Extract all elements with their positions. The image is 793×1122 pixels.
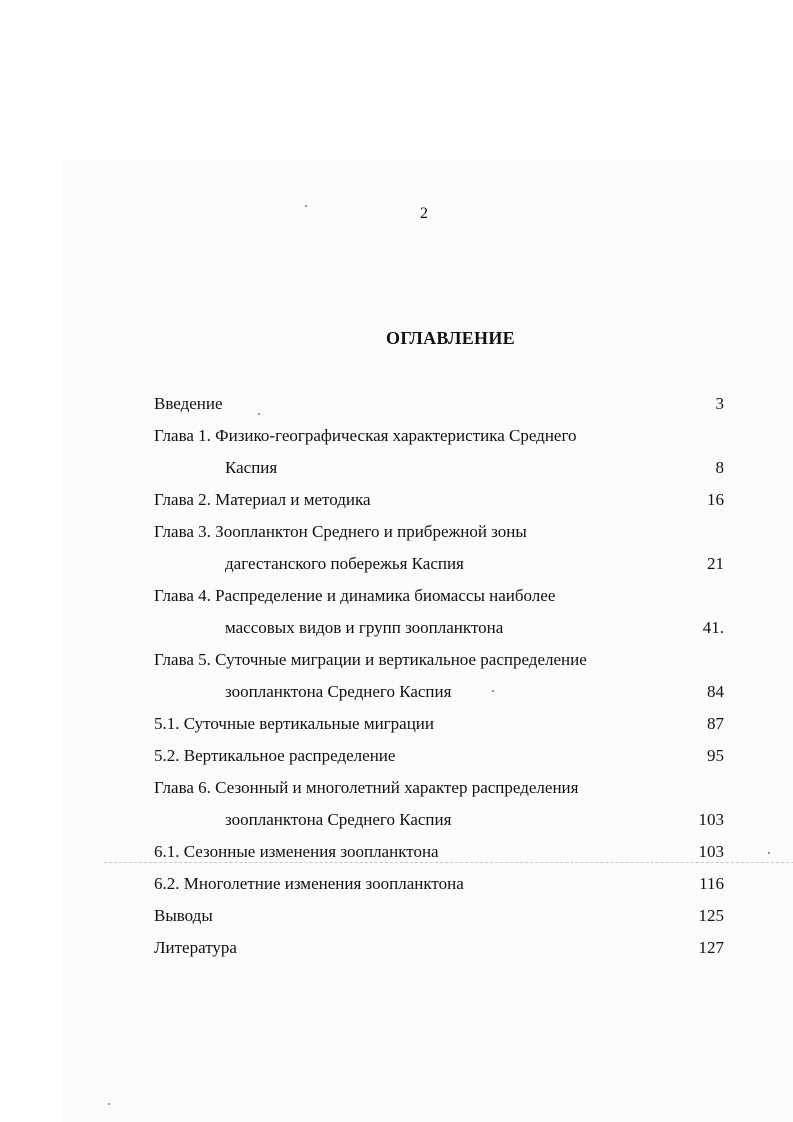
- toc-entry-text: Глава 1. Физико-географическая характеристика Среднего: [154, 426, 577, 445]
- toc-entry-page: 95: [707, 746, 724, 765]
- toc-title: ОГЛАВЛЕНИЕ: [386, 328, 515, 348]
- toc-entry-text: 5.2. Вертикальное распределение: [154, 746, 396, 765]
- toc-entry-page: 103: [698, 810, 724, 829]
- toc-entry: [154, 486, 724, 518]
- toc-entry-text: Глава 5. Суточные миграции и вертикальное распределение: [154, 650, 587, 669]
- toc-entry: [154, 710, 724, 742]
- toc-entry: [154, 902, 724, 934]
- toc-entry: [154, 774, 724, 806]
- toc-entry-text: дагестанского побережья Каспия: [225, 554, 464, 573]
- scan-artifact-line: [104, 862, 793, 863]
- table-of-contents: [154, 390, 724, 966]
- toc-entry-page: 21: [707, 554, 724, 573]
- toc-entry: [154, 390, 724, 422]
- toc-entry: [154, 806, 724, 838]
- toc-entry-text: зоопланктона Среднего Каспия: [225, 682, 452, 701]
- toc-entry: [154, 614, 724, 646]
- scan-speck: [108, 1103, 110, 1105]
- toc-entry-text: Глава 2. Материал и методика: [154, 490, 371, 509]
- toc-entry: [154, 550, 724, 582]
- toc-entry-text: 6.1. Сезонные изменения зоопланктона: [154, 842, 439, 861]
- toc-entry-text: Глава 3. Зоопланктон Среднего и прибрежной зоны: [154, 522, 527, 541]
- toc-entry: [154, 742, 724, 774]
- scan-speck: [492, 690, 494, 692]
- toc-entry-text: 6.2. Многолетние изменения зоопланктона: [154, 874, 464, 893]
- toc-entry: [154, 678, 724, 710]
- toc-entry-text: Каспия: [225, 458, 278, 477]
- toc-entry-text: 5.1. Суточные вертикальные миграции: [154, 714, 434, 733]
- toc-entry: [154, 934, 724, 966]
- toc-entry: [154, 454, 724, 486]
- toc-entry-text: зоопланктона Среднего Каспия: [225, 810, 452, 829]
- scan-speck: [258, 413, 260, 415]
- toc-entry: [154, 582, 724, 614]
- toc-entry: [154, 422, 724, 454]
- toc-entry-page: 103: [698, 842, 724, 861]
- page-number: 2: [420, 205, 428, 222]
- toc-entry-page: 41.: [702, 618, 724, 637]
- toc-entry: [154, 838, 724, 870]
- scan-speck: [305, 205, 307, 207]
- toc-entry: [154, 870, 724, 902]
- toc-entry-text: Глава 4. Распределение и динамика биомассы наиболее: [154, 586, 556, 605]
- toc-entry-page: 125: [698, 906, 724, 925]
- toc-entry-text: Введение: [154, 394, 223, 413]
- toc-entry-page: 84: [707, 682, 724, 701]
- toc-entry-page: 3: [715, 394, 724, 413]
- toc-entry-page: 127: [698, 938, 724, 957]
- toc-entry-text: массовых видов и групп зоопланктона: [225, 618, 504, 637]
- toc-entry-page: 16: [707, 490, 724, 509]
- toc-entry-text: Глава 6. Сезонный и многолетний характер распределения: [154, 778, 579, 797]
- scan-speck: [768, 852, 770, 854]
- toc-entry-text: Литература: [154, 938, 237, 957]
- toc-entry: [154, 518, 724, 550]
- toc-entry: [154, 646, 724, 678]
- toc-entry-text: Выводы: [154, 906, 213, 925]
- toc-entry-page: 87: [707, 714, 724, 733]
- toc-entry-page: 116: [699, 874, 724, 893]
- toc-entry-page: 8: [715, 458, 724, 477]
